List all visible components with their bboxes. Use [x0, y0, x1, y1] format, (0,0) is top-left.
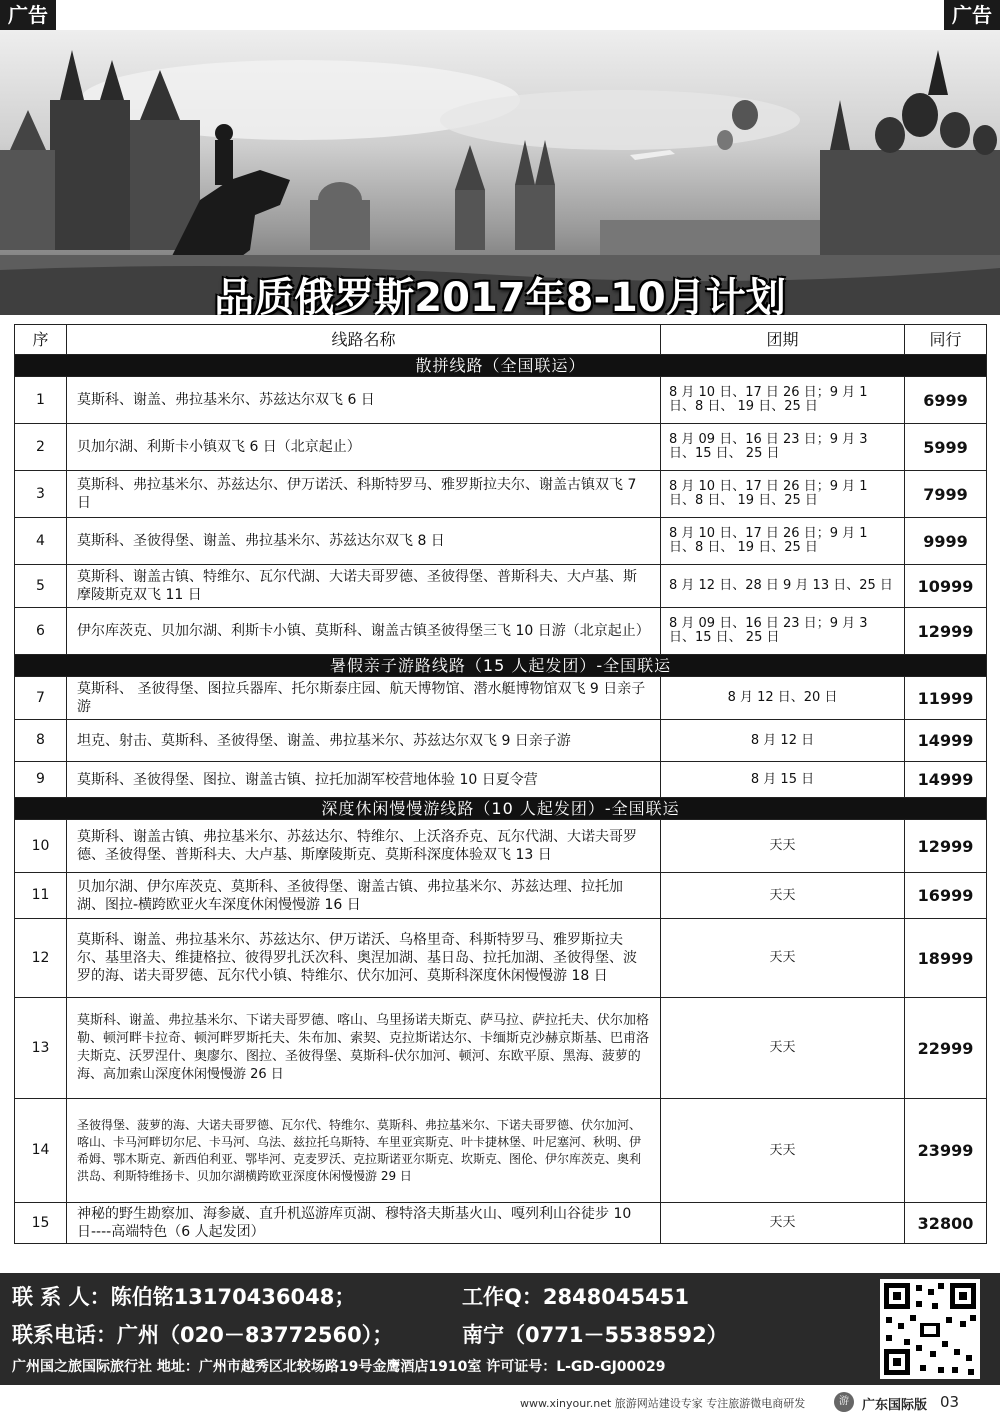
contact-work-qq: 工作Q：2848045451	[462, 1285, 689, 1309]
row-seq: 7	[15, 677, 67, 720]
row-dates: 8 月 12 日、20 日	[661, 677, 905, 720]
row-route: 莫斯科、谢盖古镇、弗拉基米尔、苏兹达尔、特维尔、上沃洛乔克、瓦尔代湖、大诺夫哥罗德、圣彼得堡、普斯科夫、大卢基、斯摩陵斯克、莫斯科深度体验双飞 13 日	[67, 820, 661, 873]
table-row	[15, 873, 987, 919]
row-route: 莫斯科、圣彼得堡、谢盖、弗拉基米尔、苏兹达尔双飞 8 日	[67, 518, 661, 565]
row-seq: 4	[15, 518, 67, 565]
table-row	[15, 424, 987, 471]
row-dates: 8 月 09 日、16 日 23 日；9 月 3 日、15 日、 25 日	[661, 608, 905, 655]
row-dates: 8 月 10 日、17 日 26 日；9 月 1 日、8 日、 19 日、25 日	[661, 377, 905, 424]
row-dates: 天天	[661, 1099, 905, 1203]
row-seq: 13	[15, 998, 67, 1099]
contact-phone-nanning: 南宁（0771－5538592）	[462, 1323, 728, 1347]
row-route: 圣彼得堡、菠萝的海、大诺夫哥罗德、瓦尔代、特维尔、莫斯科、弗拉基米尔、下诺夫哥罗德、伏尔加河、喀山、卡马河畔切尔尼、卡马河、乌法、兹拉托乌斯特、车里亚宾斯克、叶卡捷林堡、叶尼塞河、秋明、伊希姆、鄂木斯克、新西伯利亚、鄂毕河、克麦罗沃、克拉斯诺亚尔斯克、坎斯克、图伦、伊尔库茨克、奥利洪岛、利斯特维扬卡、贝加尔湖横跨欧亚深度休闲慢慢游 29 日	[67, 1099, 661, 1203]
row-seq: 14	[15, 1099, 67, 1203]
row-seq: 10	[15, 820, 67, 873]
row-seq: 2	[15, 424, 67, 471]
tour-price-table	[14, 324, 986, 1244]
table-row	[15, 998, 987, 1099]
page-number: 03	[940, 1393, 960, 1411]
row-dates: 8 月 12 日、28 日 9 月 13 日、25 日	[661, 565, 905, 608]
row-dates: 天天	[661, 998, 905, 1099]
header-dates: 团期	[661, 325, 905, 355]
table-row	[15, 762, 987, 798]
footer-edition: 广东国际版	[862, 1398, 928, 1413]
row-route: 伊尔库茨克、贝加尔湖、利斯卡小镇、莫斯科、谢盖古镇圣彼得堡三飞 10 日游（北京起止）	[67, 608, 661, 655]
table-row	[15, 1203, 987, 1244]
row-price: 7999	[905, 471, 987, 518]
row-dates: 天天	[661, 919, 905, 998]
row-route: 贝加尔湖、伊尔库茨克、莫斯科、圣彼得堡、谢盖古镇、弗拉基米尔、苏兹达理、拉托加湖、图拉-横跨欧亚火车深度休闲慢慢游 16 日	[67, 873, 661, 919]
row-price: 16999	[905, 873, 987, 919]
header-route: 线路名称	[67, 325, 661, 355]
row-price: 32800	[905, 1203, 987, 1244]
ad-label-left: 广告	[0, 0, 56, 30]
publisher-logo-icon: 游	[834, 1392, 854, 1412]
row-seq: 9	[15, 762, 67, 798]
table-row	[15, 919, 987, 998]
row-dates: 8 月 15 日	[661, 762, 905, 798]
row-seq: 5	[15, 565, 67, 608]
table-row	[15, 820, 987, 873]
row-seq: 3	[15, 471, 67, 518]
row-seq: 6	[15, 608, 67, 655]
row-route: 莫斯科、谢盖古镇、特维尔、瓦尔代湖、大诺夫哥罗德、圣彼得堡、普斯科夫、大卢基、斯摩陵斯克双飞 11 日	[67, 565, 661, 608]
row-route: 莫斯科、谢盖、弗拉基米尔、苏兹达尔双飞 6 日	[67, 377, 661, 424]
section-title: 散拼线路（全国联运）	[15, 355, 987, 377]
row-price: 18999	[905, 919, 987, 998]
row-dates: 天天	[661, 1203, 905, 1244]
header-price: 同行	[905, 325, 987, 355]
row-dates: 8 月 10 日、17 日 26 日；9 月 1 日、8 日、 19 日、25 日	[661, 518, 905, 565]
table-row	[15, 377, 987, 424]
section-title: 暑假亲子游路线路（15 人起发团）-全国联运	[15, 655, 987, 677]
row-route: 神秘的野生勘察加、海参崴、直升机巡游库页湖、穆特洛夫斯基火山、嘎列利山谷徒步 10 日----高端特色（6 人起发团）	[67, 1203, 661, 1244]
table-row	[15, 471, 987, 518]
row-price: 5999	[905, 424, 987, 471]
row-seq: 11	[15, 873, 67, 919]
contact-person: 联 系 人：陈伯铭13170436048；	[12, 1285, 356, 1309]
contact-phone-guangzhou: 联系电话：广州（020－83772560）；	[12, 1323, 394, 1347]
row-price: 12999	[905, 820, 987, 873]
section-header-row	[15, 798, 987, 820]
row-seq: 8	[15, 720, 67, 762]
row-price: 14999	[905, 762, 987, 798]
row-seq: 1	[15, 377, 67, 424]
row-price: 12999	[905, 608, 987, 655]
row-price: 14999	[905, 720, 987, 762]
table-header-row	[15, 325, 987, 355]
row-dates: 天天	[661, 873, 905, 919]
row-dates: 天天	[661, 820, 905, 873]
row-price: 9999	[905, 518, 987, 565]
section-header-row	[15, 655, 987, 677]
row-route: 莫斯科、弗拉基米尔、苏兹达尔、伊万诺沃、科斯特罗马、雅罗斯拉夫尔、谢盖古镇双飞 7 日	[67, 471, 661, 518]
table-row	[15, 565, 987, 608]
contact-panel	[0, 1273, 1000, 1385]
section-title: 深度休闲慢慢游线路（10 人起发团）-全国联运	[15, 798, 987, 820]
ad-label-right: 广告	[944, 0, 1000, 30]
qr-code-icon[interactable]	[880, 1279, 980, 1379]
row-dates: 8 月 12 日	[661, 720, 905, 762]
row-route: 莫斯科、谢盖、弗拉基米尔、苏兹达尔、伊万诺沃、乌格里奇、科斯特罗马、雅罗斯拉夫尔、基里洛夫、维捷格拉、彼得罗扎沃次科、奥涅加湖、基日岛、拉托加湖、圣彼得堡、波罗的海、诺夫哥罗德、瓦尔代小镇、特维尔、伏尔加河、莫斯科深度休闲慢慢游 18 日	[67, 919, 661, 998]
row-route: 坦克、射击、莫斯科、圣彼得堡、谢盖、弗拉基米尔、苏兹达尔双飞 9 日亲子游	[67, 720, 661, 762]
row-price: 11999	[905, 677, 987, 720]
banner-title: 品质俄罗斯2017年8-10月计划	[214, 275, 786, 315]
table-row	[15, 677, 987, 720]
row-route: 莫斯科、谢盖、弗拉基米尔、下诺夫哥罗德、喀山、乌里扬诺夫斯克、萨马拉、萨拉托夫、伏尔加格勒、顿河畔卡拉奇、顿河畔罗斯托夫、朱布加、索契、克拉斯诺达尔、卡缅斯克沙赫京斯基、巴甫洛夫斯克、沃罗涅什、奥廖尔、图拉、圣彼得堡、莫斯科-伏尔加河、顿河、东欧平原、黑海、菠萝的海、高加索山深度休闲慢慢游 26 日	[67, 998, 661, 1099]
table-row	[15, 720, 987, 762]
row-seq: 12	[15, 919, 67, 998]
table-row	[15, 1099, 987, 1203]
row-dates: 8 月 09 日、16 日 23 日；9 月 3 日、15 日、 25 日	[661, 424, 905, 471]
row-route: 莫斯科、圣彼得堡、图拉、谢盖古镇、拉托加湖军校营地体验 10 日夏令营	[67, 762, 661, 798]
row-price: 6999	[905, 377, 987, 424]
row-price: 22999	[905, 998, 987, 1099]
row-price: 10999	[905, 565, 987, 608]
row-dates: 8 月 10 日、17 日 26 日；9 月 1 日、8 日、 19 日、25 日	[661, 471, 905, 518]
page-footer	[0, 1390, 1000, 1415]
row-price: 23999	[905, 1099, 987, 1203]
header-seq: 序	[15, 325, 67, 355]
row-route: 莫斯科、 圣彼得堡、图拉兵器库、托尔斯泰庄园、航天博物馆、潜水艇博物馆双飞 9 日亲子游	[67, 677, 661, 720]
company-info: 广州国之旅国际旅行社 地址：广州市越秀区北较场路19号金鹰酒店1910室 许可证号：L-GD-GJ00029	[12, 1359, 666, 1375]
table-row	[15, 608, 987, 655]
section-header-row	[15, 355, 987, 377]
row-seq: 15	[15, 1203, 67, 1244]
row-route: 贝加尔湖、利斯卡小镇双飞 6 日（北京起止）	[67, 424, 661, 471]
banner-image	[0, 30, 1000, 315]
footer-site[interactable]: www.xinyour.net 旅游网站建设专家 专注旅游微电商研发	[520, 1397, 806, 1410]
table-row	[15, 518, 987, 565]
